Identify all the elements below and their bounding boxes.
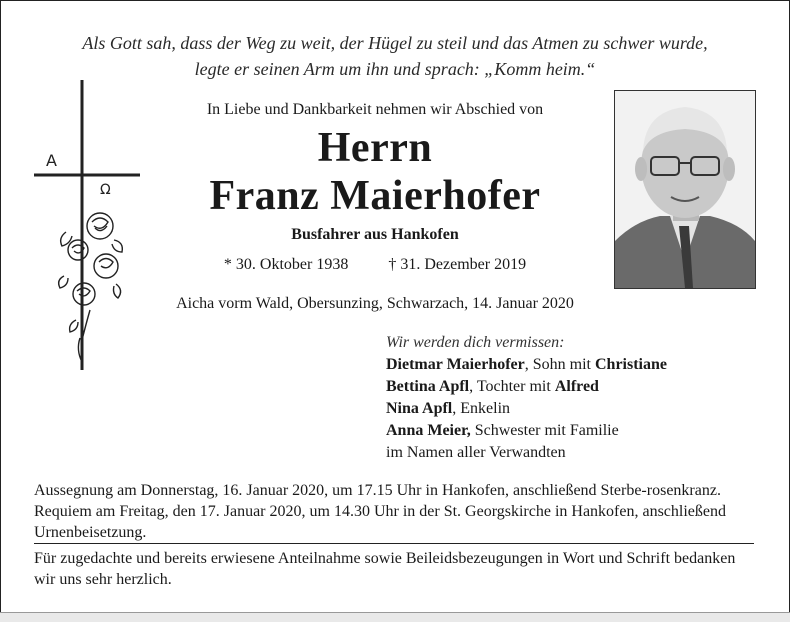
death-date: † 31. Dezember 2019 <box>388 256 527 273</box>
mourner-name: Bettina Apfl <box>386 378 470 395</box>
portrait-image <box>615 91 755 288</box>
salutation: Herrn <box>317 125 433 171</box>
mourner-line <box>386 376 667 398</box>
mourner-name: Nina Apfl <box>386 400 453 417</box>
poem-line-2: legte er seinen Arm um ihn und sprach: „Komm heim.“ <box>194 59 596 79</box>
divider <box>34 543 754 544</box>
place-and-date: Aicha vorm Wald, Obersunzing, Schwarzach, 14. Januar 2020 <box>176 295 574 312</box>
deceased-name: Franz Maierhofer <box>209 173 541 219</box>
mourner-relation: , Enkelin <box>452 400 511 417</box>
service-details: Aussegnung am Donnerstag, 16. Januar 2020, um 17.15 Uhr in Hankofen, anschließend Sterbe-rosenkranz. Requiem am Freitag, den 17. Januar 2020, um 14.30 Uhr in der St. Georgskirche in Hankofen, anschließend Urnenbeisetzung. <box>34 482 726 541</box>
mourner-line <box>386 420 667 442</box>
birth-date: * 30. Oktober 1938 <box>223 256 349 273</box>
mourner-name: Anna Meier, <box>386 422 471 439</box>
omega-symbol: Ω <box>100 182 111 198</box>
occupation: Busfahrer aus Hankofen <box>291 226 459 243</box>
intro-text: In Liebe und Dankbarkeit nehmen wir Abschied von <box>206 101 544 118</box>
mourner-name: Dietmar Maierhofer <box>386 356 525 373</box>
mourner-line <box>386 354 667 376</box>
portrait-photo <box>614 90 756 289</box>
mourner-line <box>386 398 667 420</box>
mourner-relation: , Sohn mit <box>524 356 595 373</box>
cross-with-roses-icon <box>20 80 140 380</box>
mourner-relation: , Tochter mit <box>469 378 555 395</box>
mourners-list <box>386 332 667 464</box>
mourner-relation: Schwester mit Familie <box>470 422 619 439</box>
mourners-closing: im Namen aller Verwandten <box>386 444 566 461</box>
mourner-partner: Christiane <box>594 356 667 373</box>
mourner-partner: Alfred <box>554 378 599 395</box>
life-dates <box>135 256 615 274</box>
thanks-text: Für zugedachte und bereits erwiesene Anteilnahme sowie Beileidsbezeugungen in Wort und Schrift bedanken wir uns sehr herzlich. <box>34 550 736 588</box>
alpha-symbol: A <box>46 151 57 170</box>
poem-line-1: Als Gott sah, dass der Weg zu weit, der Hügel zu steil und das Atmen zu schwer wurde, <box>82 33 708 53</box>
mourners-header: Wir werden dich vermissen: <box>386 334 565 351</box>
